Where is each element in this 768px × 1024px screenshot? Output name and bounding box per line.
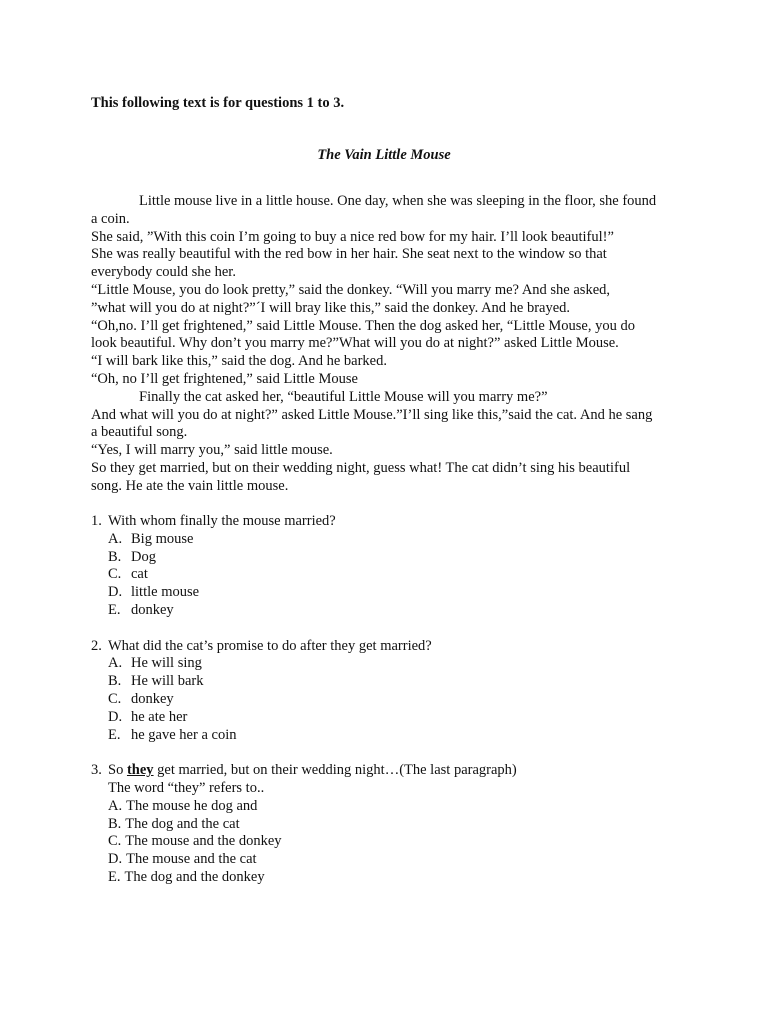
option-text: he ate her	[131, 708, 188, 725]
option-letter: B.	[108, 673, 122, 690]
question-1	[91, 513, 677, 620]
answer-option-b	[91, 673, 677, 691]
option-letter: A.	[108, 655, 123, 672]
answer-options	[91, 531, 677, 620]
option-text: The mouse he dog and	[126, 797, 258, 814]
option-text: Big mouse	[131, 530, 194, 547]
instruction-heading: This following text is for questions 1 to 3.	[91, 95, 345, 111]
question-number: 2.	[91, 637, 102, 654]
story-line: “Oh, no I’ll get frightened,” said Little Mouse	[91, 370, 358, 387]
story-line: She was really beautiful with the red bow in her hair. She seat next to the window so that	[91, 246, 607, 263]
answer-option-a	[91, 531, 677, 549]
answer-options	[91, 655, 677, 744]
option-letter: C.	[108, 690, 122, 707]
story-line: look beautiful. Why don’t you marry me?”What will you do at night?” asked Little Mouse.	[91, 335, 619, 352]
story-line: And what will you do at night?” asked Little Mouse.”I’ll sing like this,”said the cat. And he sang	[91, 406, 653, 423]
option-text: The dog and the cat	[125, 815, 240, 832]
option-text: Dog	[131, 548, 156, 565]
option-letter: B.	[108, 548, 122, 565]
option-text: donkey	[131, 601, 174, 618]
answer-option-d	[91, 851, 677, 869]
option-letter: D.	[108, 584, 123, 601]
option-letter: E.	[108, 726, 121, 743]
story-line: So they get married, but on their wedding night, guess what! The cat didn’t sing his beautiful	[91, 459, 631, 476]
question-number: 3.	[91, 762, 102, 779]
question-text-start: So	[108, 762, 124, 779]
option-text: He will bark	[131, 673, 204, 690]
question-text	[108, 762, 677, 780]
story-line: “Oh,no. I’ll get frightened,” said Little Mouse. Then the dog asked her, “Little Mouse, you do	[91, 317, 635, 334]
answer-option-d	[91, 709, 677, 727]
answer-option-c	[91, 566, 677, 584]
option-letter: A.	[108, 530, 123, 547]
answer-option-e	[91, 727, 677, 745]
question-text-end: get married, but on their wedding night…(The last paragraph)	[157, 762, 517, 779]
option-text: The mouse and the cat	[126, 851, 257, 868]
story-line: Little mouse live in a little house. One day, when she was sleeping in the floor, she found	[139, 193, 657, 209]
story-line: a beautiful song.	[91, 424, 188, 441]
story-title: The Vain Little Mouse	[317, 147, 451, 163]
question-list	[91, 513, 677, 905]
story-line: “Little Mouse, you do look pretty,” said the donkey. “Will you marry me? And she asked,	[91, 281, 611, 298]
answer-option-a	[91, 655, 677, 673]
story-line: “Yes, I will marry you,” said little mouse.	[91, 442, 333, 459]
answer-options	[91, 798, 677, 887]
option-letter: A.	[108, 797, 123, 814]
option-text: he gave her a coin	[131, 726, 237, 743]
option-text: donkey	[131, 690, 174, 707]
option-letter: B.	[108, 815, 122, 832]
answer-option-b	[91, 549, 677, 567]
option-text: The dog and the donkey	[124, 868, 265, 885]
option-letter: E.	[108, 601, 121, 618]
answer-option-e	[91, 869, 677, 887]
option-letter: C.	[108, 566, 122, 583]
answer-option-c	[91, 833, 677, 851]
story-line: “I will bark like this,” said the dog. And he barked.	[91, 353, 387, 370]
story-line: everybody could she her.	[91, 264, 236, 281]
option-text: little mouse	[131, 584, 200, 601]
option-letter: C.	[108, 833, 122, 850]
option-letter: E.	[108, 868, 121, 885]
story-line: Finally the cat asked her, “beautiful Little Mouse will you marry me?”	[139, 388, 548, 405]
question-number: 1.	[91, 513, 102, 529]
question-text: What did the cat’s promise to do after they get married?	[108, 637, 432, 654]
option-letter: D.	[108, 708, 123, 725]
question-subtext: The word “they” refers to..	[108, 779, 265, 796]
question-3	[91, 762, 677, 887]
option-text: The mouse and the donkey	[125, 833, 282, 850]
option-text: cat	[131, 566, 148, 583]
answer-option-d	[91, 584, 677, 602]
question-text: With whom finally the mouse married?	[108, 513, 336, 529]
story-line: a coin.	[91, 210, 130, 227]
option-text: He will sing	[131, 655, 202, 672]
option-letter: D.	[108, 851, 123, 868]
story-text	[91, 193, 677, 496]
answer-option-e	[91, 602, 677, 620]
answer-option-b	[91, 816, 677, 834]
story-line: ”what will you do at night?”´I will bray like this,” said the donkey. And he brayed.	[91, 299, 571, 316]
question-2	[91, 638, 677, 745]
story-line: She said, ”With this coin I’m going to buy a nice red bow for my hair. I’ll look beautiful!”	[91, 228, 614, 245]
emphasized-word: they	[126, 762, 154, 779]
answer-option-a	[91, 798, 677, 816]
answer-option-c	[91, 691, 677, 709]
story-line: song. He ate the vain little mouse.	[91, 477, 289, 494]
